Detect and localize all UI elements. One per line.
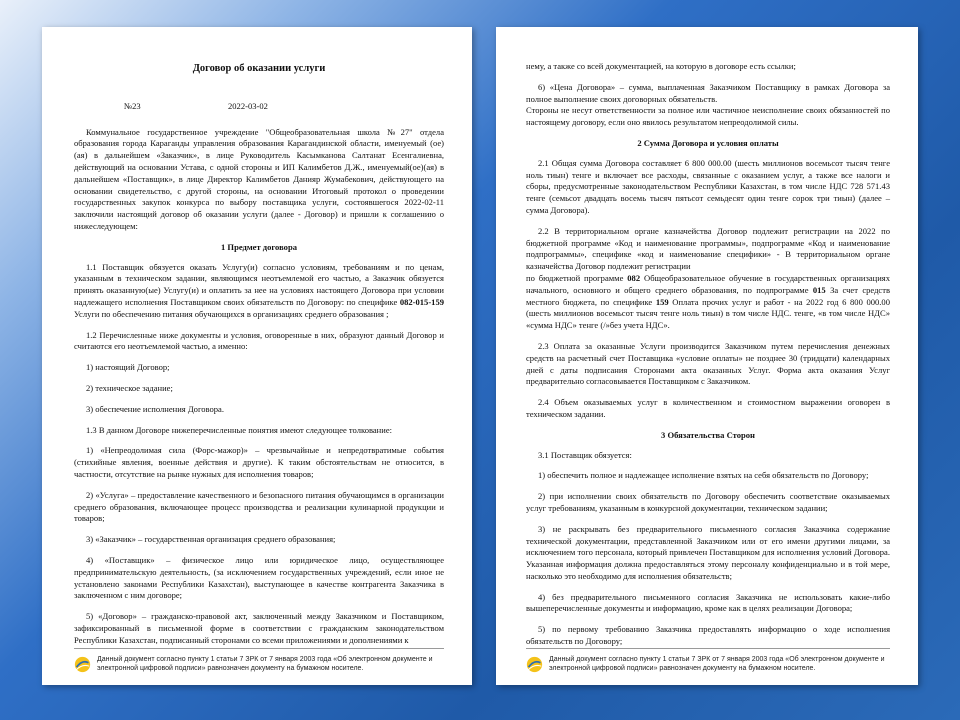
e-signature-logo-icon [74, 656, 91, 673]
section-heading-2: 2 Сумма Договора и условия оплаты [637, 137, 779, 148]
definition-item: 6) «Цена Договора» – сумма, выплаченная Заказчиком Поставщику в рамках Договора за полное выполнение своих договорных обязательств. [526, 81, 890, 104]
contract-date: 2022-03-02 [228, 100, 268, 111]
clause-2-2: 2.2 В территориальном органе казначейства Договор подлежит регистрации на 2022 по бюджетной программе «Код и наименование программы», подпрограмме «Код и наименование подпрограммы», специфике «код и наименование специфики» - В территориальном органе казначейства Договор подлежит регистрации по бюджетной программе 082 Общеобразовательное обучение в государственных организациях начального, основного и общего среднего образования, по подпрограмме 015 За счет средств местного бюджета, по специфике 159 Оплата прочих услуг и работ - на 2022 год 6 800 000.00 (шесть миллионов восемьсот тысяч тенге ноль тиын) в том числе НДС. тенге, «в том числе НДС» «сумма НДС» тенге (/»без учета НДС». [526, 225, 891, 331]
definition-item: 3) «Заказчик» – государственная организация среднего образования; [86, 534, 336, 545]
definition-item: 4) «Поставщик» – физическое лицо или юридическое лицо, осуществляющее предпринимательскую деятельность, (за исключением государственных учреждений, если иное не установлено законами Республики Казахстан), выступающее в качестве контрагента Заказчика в заключенном с ним договоре; [74, 554, 444, 601]
clause-2-4: 2.4 Объем оказываемых услуг в количественном и стоимостном выражении оговорен в техническом задании. [526, 397, 890, 419]
footer-legal-note: Данный документ согласно пункту 1 статьи 7 ЗРК от 7 января 2003 года «Об электронном документе и электронной цифровой подписи» равнозначен документу на бумажном носителе. [97, 656, 433, 672]
list-item: 1) настоящий Договор; [86, 362, 170, 373]
document-title: Договор об оказании услуги [192, 63, 326, 74]
footer-legal-note: Данный документ согласно пункту 1 статьи 7 ЗРК от 7 января 2003 года «Об электронном документе и электронной цифровой подписи» равнозначен документу на бумажном носителе. [549, 656, 885, 672]
list-item: 3) обеспечение исполнения Договора. [86, 403, 224, 414]
specifics-code: 082-015-159 [399, 296, 444, 307]
responsibility-note: Стороны не несут ответственности за полное или частичное неисполнение своих обязанностей по настоящему договору, если оно явилось результатом непреодолимой силы. [526, 105, 890, 128]
clause-1-2: 1.2 Перечисленные ниже документы и условия, оговоренные в них, образуют данный Договор и считаются его неотъемлемой частью, а именно: [74, 329, 444, 352]
intro-paragraph: Коммунальное государственное учреждение "Общеобразовательная школа №27" отдела образования города Караганды управления образования Карагандинской области, именуемый (ое)(ая) в дальнейшем «Заказчик», в лице Руководитель Касымканова Салтанат Есенгалиевна, действующий на основании Устава, с одной стороны и ИП Калимбетов Д.Ж., именуемый(ое)(ая) в дальнейшем «Поставщик», в лице Директор Калимбетов Данияр Жумабекович, действующего на основании свидетельство, с другой стороны, на основании Итоговый протокол о проведении государственных закупок конкурса по выбору поставщика услуги, состоявшегося 2022-02-11 заключили настоящий договор об оказании услуги (далее - Договор) и пришли к соглашению о нижеследующем: [74, 126, 444, 231]
continued-text: нему, а также со всей документацией, на которую в договоре есть ссылки; [526, 61, 796, 71]
contract-page-1 [42, 27, 472, 685]
definition-item: 2) «Услуга» – предоставление качественного и безопасного питания обучающимся в организации среднего образования, включающее процесс производства и реализации кулинарной продукции и товаров; [74, 489, 444, 524]
clause-2-1: 2.1 Общая сумма Договора составляет 6 800 000.00 (шесть миллионов восемьсот тысяч тенге ноль тиын) тенге и включает все расходы, связанные с оказанием услуг, а также все налоги и сборы, предусмотренные законодательством Республики Казахстан, в том числе НДС 728 571.43 тенге (семьсот двадцать восемь тысяч пятьсот семьдесят один тенге сорок три тиын) (далее – сумма Договора). [526, 157, 890, 215]
section-heading-1: 1 Предмет договора [221, 241, 297, 252]
obligation-item: 4) без предварительного письменного согласия Заказчика не использовать какие-либо вышеперечисленные документы и информацию, кроме как в целях реализации Договора; [526, 591, 890, 614]
obligation-item: 1) обеспечить полное и надлежащее исполнение взятых на себя обязательств по Договору; [538, 470, 869, 481]
definition-item: 1) «Непреодолимая сила (Форс-мажор)» – чрезвычайные и непредотвратимые события (стихийные явления, военные действия и другие). К таким обстоятельствам не относится, в частности, отсутствие на рынке нужных для исполнения товаров; [74, 445, 444, 479]
contract-number: №23 [124, 100, 141, 111]
definition-item: 5) «Договор» – гражданско-правовой акт, заключенный между Заказчиком и Поставщиком, зафиксированный в письменной форме в соответствии с гражданским законодательством Республики Казахстан, подписанный сторонами со всеми приложениями и дополнениями к [74, 611, 444, 645]
list-item: 2) техническое задание; [86, 382, 173, 393]
obligation-item: 2) при исполнении своих обязательств по Договору обеспечить соответствие оказываемых услуг требованиям, указанным в конкурсной документации, техническом задании; [526, 491, 890, 513]
clause-1-1: 1.1 Поставщик обязуется оказать Услугу(и) согласно условиям, требованиям и по ценам, указанным в техническом задании, являющимся неотъемлемой его частью, а Заказчик обязуется принять оказанную(ые) Услугу(и) и оплатить за нее на условиях настоящего Договора при условии надлежащего исполнения Поставщиком своих обязательств по Договору: по специфике 082-015-159 Услуги по обеспечению питания обучающихся в организациях среднего образования ; [74, 261, 444, 319]
e-signature-logo-icon [526, 656, 543, 673]
page-footer [526, 648, 890, 673]
clause-1-3: 1.3 В данном Договоре нижеперечисленные понятия имеют следующее толкование: [86, 424, 393, 435]
section-heading-3: 3 Обязательства Сторон [661, 429, 755, 440]
contract-page-2 [496, 27, 918, 685]
page-footer [74, 648, 444, 673]
clause-2-3: 2.3 Оплата за оказанные Услуги производится Заказчиком путем перечисления денежных средств на расчетный счет Поставщика «условие оплаты» не позднее 30 (тридцати) календарных дней с даты подписания Сторонами акта оказанных Услуг. Форма акта оказания Услуг предварительно согласовывается Поставщиком с Заказчиком. [526, 340, 890, 387]
obligation-item: 5) по первому требованию Заказчика предоставлять информацию о ходе исполнения обязательств по Договору; [526, 624, 890, 647]
obligation-item: 3) не раскрывать без предварительного письменного согласия Заказчика содержание технической документации, представленной Заказчиком или от его имени другими лицами, за исключением того персонала, который привлечен Поставщиком для исполнения условий Договора. Указанная информация должна предоставляться этому персоналу конфиденциально и в той мере, насколько это необходимо для исполнения обязательств; [526, 523, 890, 581]
clause-3-1: 3.1 Поставщик обязуется: [538, 449, 632, 460]
contract-number-date [124, 101, 444, 113]
